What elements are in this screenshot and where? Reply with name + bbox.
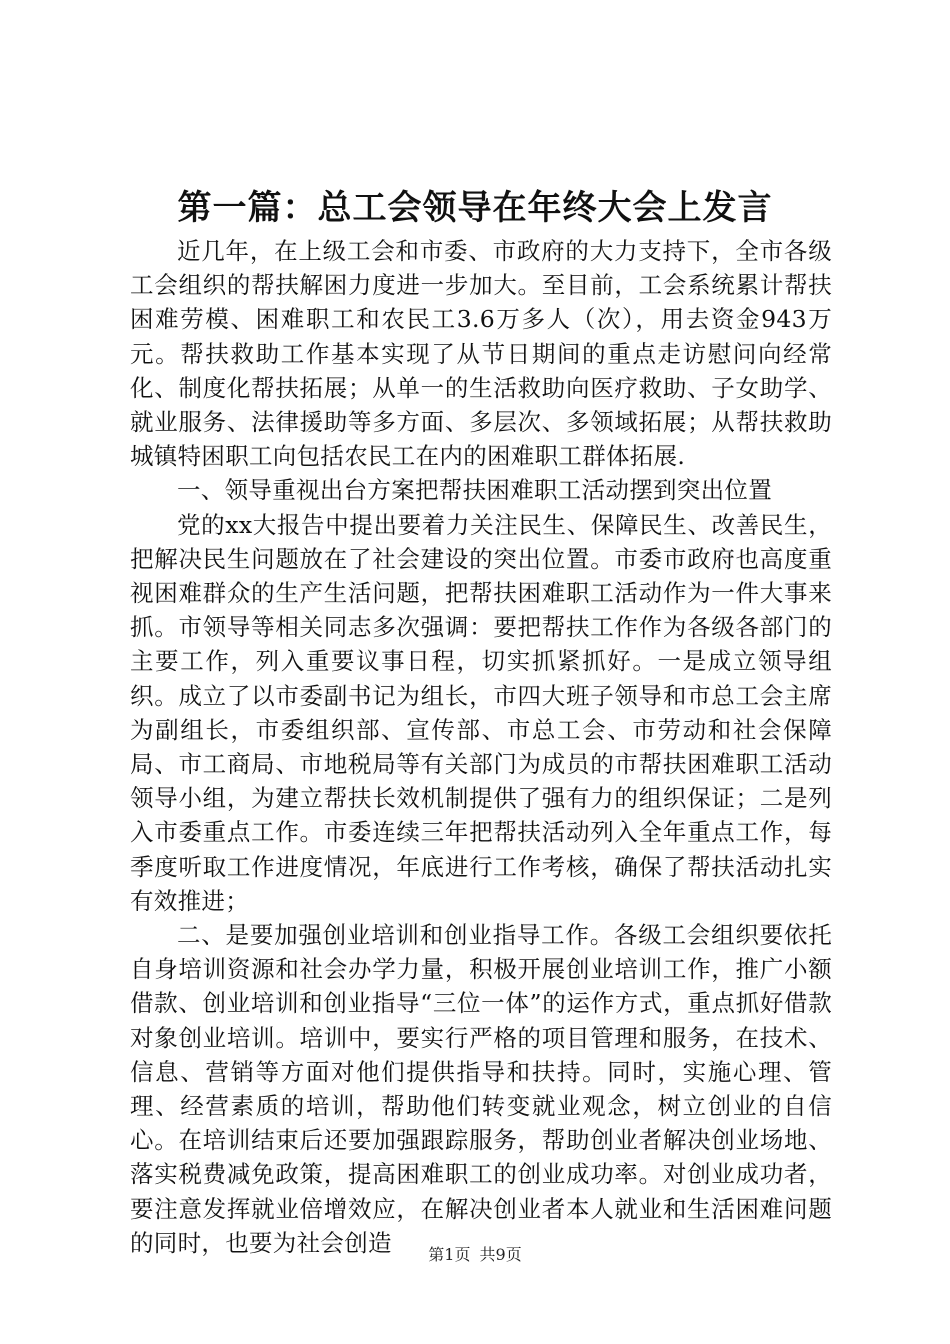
document-title: 第一篇：总工会领导在年终大会上发言: [177, 188, 773, 228]
page-number: 第1页: [428, 1245, 471, 1264]
paragraph-heading-one: 一、领导重视出台方案把帮扶困难职工活动摆到突出位置: [177, 476, 772, 505]
page-footer: [0, 1244, 950, 1266]
paragraph-section-two: 二、是要加强创业培训和创业指导工作。各级工会组织要依托自身培训资源和社会办学力量，积极开展创业培训工作，推广小额借款、创业培训和创业指导“三位一体”的运作方式，重点抓好借款对象创业培训。培训中，要实行严格的项目管理和服务，在技术、信息、营销等方面对他们提供指导和扶持。同时，实施心理、管理、经营素质的培训，帮助他们转变就业观念，树立创业的自信心。在培训结束后还要加强跟踪服务，帮助创业者解决创业场地、落实税费减免政策，提高困难职工的创业成功率。对创业成功者，要注意发挥就业倍增效应，在解决创业者本人就业和生活困难问题的同时，也要为社会创造: [130, 921, 832, 1257]
paragraph-intro: 近几年，在上级工会和市委、市政府的大力支持下，全市各级工会组织的帮扶解困力度进一步加大。至目前，工会系统累计帮扶困难劳模、困难职工和农民工3.6万多人（次），用去资金943万元。帮扶救助工作基本实现了从节日期间的重点走访慰问向经常化、制度化帮扶拓展；从单一的生活救助向医疗救助、子女助学、就业服务、法律援助等多方面、多层次、多领域拓展；从帮扶救助城镇特困职工向包括农民工在内的困难职工群体拓展.: [130, 237, 832, 471]
page-total: 共9页: [479, 1245, 522, 1264]
paragraph-section-one: 党的xx大报告中提出要着力关注民生、保障民生、改善民生，把解决民生问题放在了社会建设的突出位置。市委市政府也高度重视困难群众的生产生活问题，把帮扶困难职工活动作为一件大事来抓。市领导等相关同志多次强调：要把帮扶工作作为各级各部门的主要工作，列入重要议事日程，切实抓紧抓好。一是成立领导组织。成立了以市委副书记为组长，市四大班子领导和市总工会主席为副组长，市委组织部、宣传部、市总工会、市劳动和社会保障局、市工商局、市地税局等有关部门为成员的市帮扶困难职工活动领导小组，为建立帮扶长效机制提供了强有力的组织保证；二是列入市委重点工作。市委连续三年把帮扶活动列入全年重点工作，每季度听取工作进度情况，年底进行工作考核，确保了帮扶活动扎实有效推进；: [130, 510, 832, 915]
document-body: [130, 234, 832, 1260]
